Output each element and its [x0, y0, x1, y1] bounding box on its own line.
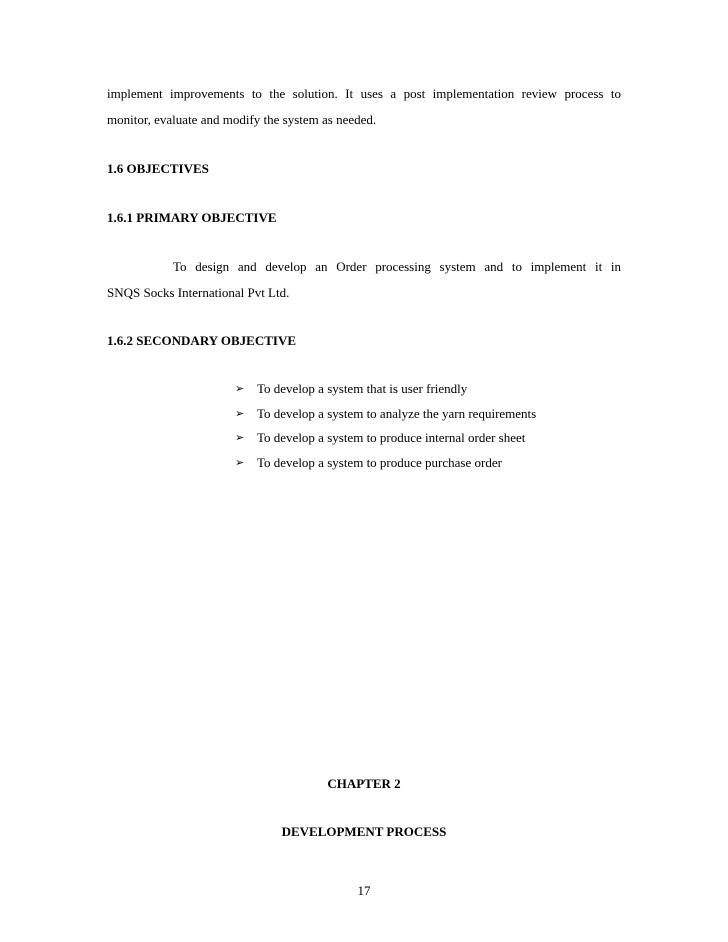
paragraph-line: [107, 86, 621, 102]
section-heading-objectives: 1.6 OBJECTIVES: [107, 161, 209, 176]
paragraph-line: [173, 259, 621, 275]
objectives-list: [235, 381, 536, 479]
section-heading-primary-objective: 1.6.1 PRIMARY OBJECTIVE: [107, 210, 277, 225]
list-item: [235, 430, 536, 455]
list-item: [235, 406, 536, 431]
list-item: [235, 455, 536, 480]
arrow-bullet-icon: ➢: [235, 406, 245, 420]
paragraph-text: To design and develop an Order processing system and to implement it in: [173, 259, 621, 274]
arrow-bullet-icon: ➢: [235, 431, 245, 444]
paragraph-text: implement improvements to the solution. It uses a post implementation review process to: [107, 86, 621, 101]
list-item-text: To develop a system to produce internal order sheet: [257, 430, 526, 445]
section-heading-secondary-objective: 1.6.2 SECONDARY OBJECTIVE: [107, 333, 297, 348]
list-item-text: To develop a system that is user friendly: [257, 381, 468, 396]
chapter-title: DEVELOPMENT PROCESS: [281, 824, 447, 839]
list-item: [235, 381, 536, 406]
list-item-text: To develop a system to produce purchase order: [257, 454, 502, 470]
page-number: 17: [357, 883, 371, 898]
chapter-label: CHAPTER 2: [327, 776, 401, 791]
list-item-text: To develop a system to analyze the yarn requirements: [257, 405, 537, 421]
arrow-bullet-icon: ➢: [235, 382, 245, 395]
paragraph-line: SNQS Socks International Pvt Ltd.: [107, 285, 290, 300]
arrow-bullet-icon: ➢: [235, 455, 245, 469]
paragraph-line: monitor, evaluate and modify the system as needed.: [107, 112, 377, 127]
